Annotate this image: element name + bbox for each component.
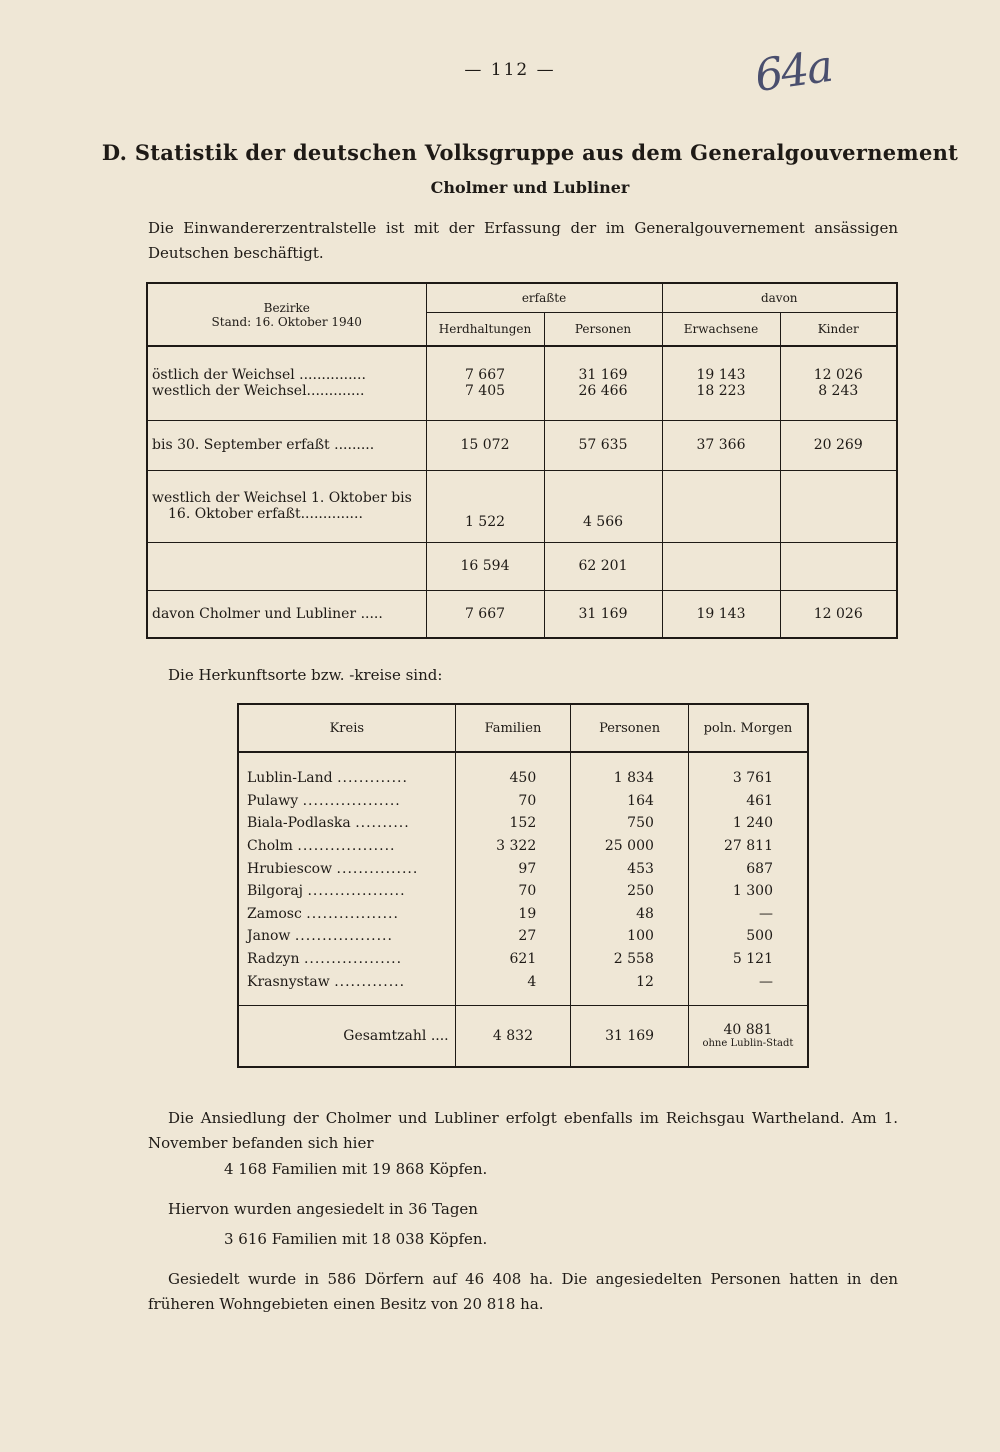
kreis-cell: [238, 752, 455, 790]
cell-personen: 100: [571, 925, 689, 948]
row-label: bis 30. September erfaßt .........: [147, 420, 426, 470]
cell-erwachsene: [662, 542, 780, 590]
cell-morgen: 500: [688, 925, 808, 948]
total-morgen: [688, 1005, 808, 1067]
paragraph-gesiedelt: Gesiedelt wurde in 586 Dörfern auf 46 408 ha. Die angesiedelten Personen hatten in den früheren Wohngebieten einen Besitz von 20 818 ha.: [148, 1270, 898, 1313]
kreis-cell: [238, 880, 455, 903]
erfassung-table: [146, 282, 898, 639]
cell-value: 7 667: [464, 367, 506, 384]
cell-morgen: 1 240: [688, 812, 808, 835]
kreis-cell: [238, 812, 455, 835]
kreis-cell: [238, 925, 455, 948]
paragraph-angesiedelt: Hiervon wurden angesiedelt in 36 Tagen: [168, 1200, 478, 1218]
cell-kinder: 12 026: [780, 590, 897, 638]
leader-dots: .................: [306, 905, 399, 922]
row-label: [147, 346, 426, 420]
table-header-row: [238, 704, 808, 752]
kreis-cell: [238, 970, 455, 1005]
row-label: davon Cholmer und Lubliner .....: [147, 590, 426, 638]
leader-dots: ..........: [355, 815, 410, 832]
total-familien: 4 832: [455, 1005, 571, 1067]
header-kinder: Kinder: [780, 312, 897, 346]
total-row: [238, 1005, 808, 1067]
leader-dots: ..................: [303, 951, 403, 968]
cell-erwachsene: [662, 346, 780, 420]
cell-familien: 4: [455, 970, 571, 1005]
table-row: [238, 790, 808, 813]
cell-morgen: 5 121: [688, 948, 808, 971]
row-label-line: westlich der Weichsel.............: [152, 383, 365, 400]
cell-familien: 97: [455, 857, 571, 880]
header-morgen: poln. Morgen: [688, 704, 808, 752]
cell-familien: 70: [455, 880, 571, 903]
cell-morgen: 27 811: [688, 835, 808, 858]
header-stand-label: Stand: 16. Oktober 1940: [211, 314, 362, 329]
cell-familien: 27: [455, 925, 571, 948]
page-number: — 112 —: [464, 60, 556, 80]
kreis-name: Lublin-Land: [247, 770, 333, 787]
leader-dots: ...............: [336, 860, 419, 877]
cell-personen: 48: [571, 903, 689, 926]
cell-morgen: 1 300: [688, 880, 808, 903]
table-row: [238, 857, 808, 880]
cell-value: 8 243: [818, 383, 859, 400]
cell-personen: 25 000: [571, 835, 689, 858]
table-row: [238, 835, 808, 858]
cell-familien: 3 322: [455, 835, 571, 858]
total-morgen-value: 40 881: [723, 1022, 773, 1039]
cell-erwachsene: [662, 470, 780, 542]
cell-personen: 62 201: [544, 542, 662, 590]
kreis-name: Pulawy: [247, 792, 299, 809]
cell-morgen: 687: [688, 857, 808, 880]
cell-personen: [544, 346, 662, 420]
leader-dots: .............: [334, 973, 406, 990]
cell-herd: [426, 346, 544, 420]
table-row: [147, 470, 897, 542]
kreis-name: Radzyn: [247, 951, 300, 968]
cell-personen: 453: [571, 857, 689, 880]
kreis-cell: [238, 790, 455, 813]
cell-value: 12 026: [813, 367, 863, 384]
table-header-row: [147, 283, 897, 312]
cell-kinder: [780, 346, 897, 420]
cell-personen: 2 558: [571, 948, 689, 971]
cell-familien: 70: [455, 790, 571, 813]
section-title: D. Statistik der deutschen Volksgruppe aus dem Generalgouvernement: [101, 140, 959, 165]
row-label-line: östlich der Weichsel ...............: [152, 367, 366, 384]
table-row: [238, 812, 808, 835]
herkunft-intro: Die Herkunftsorte bzw. -kreise sind:: [168, 666, 443, 684]
cell-value: 26 466: [578, 383, 628, 400]
cell-herd: 16 594: [426, 542, 544, 590]
cell-personen: 57 635: [544, 420, 662, 470]
cell-personen: 4 566: [544, 470, 662, 542]
header-personen: Personen: [571, 704, 689, 752]
row-label: [147, 542, 426, 590]
leader-dots: .............: [337, 770, 408, 787]
cell-kinder: [780, 470, 897, 542]
table-row: [147, 590, 897, 638]
row-label-line: westlich der Weichsel 1. Oktober bis: [152, 490, 412, 506]
header-personen: Personen: [544, 312, 662, 346]
paragraph-ansiedlung: Die Ansiedlung der Cholmer und Lubliner erfolgt ebenfalls im Reichsgau Wartheland. Am 1. November befanden sich hier: [148, 1109, 898, 1152]
header-kreis: Kreis: [238, 704, 455, 752]
header-erwachsene: Erwachsene: [662, 312, 780, 346]
kreis-name: Cholm: [247, 838, 293, 855]
kreis-name: Bilgoraj: [247, 883, 304, 900]
cell-personen: 31 169: [544, 590, 662, 638]
cell-personen: 250: [571, 880, 689, 903]
cell-morgen: —: [688, 903, 808, 926]
subtotal-row: [147, 542, 897, 590]
leader-dots: ..................: [294, 928, 393, 945]
header-herdhaltungen: Herdhaltungen: [426, 312, 544, 346]
row-label-line: 16. Oktober erfaßt..............: [168, 506, 363, 522]
total-label: Gesamtzahl ....: [238, 1005, 455, 1067]
cell-morgen: —: [688, 970, 808, 1005]
header-erfasste: erfaßte: [426, 283, 662, 312]
cell-familien: 19: [455, 903, 571, 926]
cell-familien: 621: [455, 948, 571, 971]
table-row: [238, 925, 808, 948]
cell-personen: 164: [571, 790, 689, 813]
cell-value: 7 405: [464, 383, 506, 400]
table-row: [147, 420, 897, 470]
cell-personen: 1 834: [571, 752, 689, 790]
cell-value: 31 169: [578, 367, 628, 384]
table-row: [147, 346, 897, 420]
kreis-name: Zamosc: [247, 905, 302, 922]
handwritten-note: 64a: [751, 40, 835, 103]
statistic-line: 4 168 Familien mit 19 868 Köpfen.: [224, 1160, 488, 1178]
table-row: [238, 948, 808, 971]
leader-dots: ..................: [307, 883, 406, 900]
header-bezirke: [147, 283, 426, 346]
header-bezirke-label: Bezirke: [263, 300, 310, 315]
cell-herd: 15 072: [426, 420, 544, 470]
kreis-cell: [238, 948, 455, 971]
kreis-cell: [238, 835, 455, 858]
kreis-name: Biala-Podlaska: [247, 815, 351, 832]
cell-personen: 12: [571, 970, 689, 1005]
header-davon: davon: [662, 283, 897, 312]
header-familien: Familien: [455, 704, 571, 752]
kreis-cell: [238, 903, 455, 926]
cell-erwachsene: 37 366: [662, 420, 780, 470]
total-morgen-note: ohne Lublin-Stadt: [702, 1038, 794, 1050]
cell-morgen: 461: [688, 790, 808, 813]
table-row: [238, 752, 808, 790]
cell-familien: 450: [455, 752, 571, 790]
intro-paragraph: Die Einwandererzentralstelle ist mit der Erfassung der im Generalgouvernement ansässigen Deutschen beschäftigt.: [148, 219, 898, 262]
total-personen: 31 169: [571, 1005, 689, 1067]
cell-value: 18 223: [696, 383, 746, 400]
cell-herd: 1 522: [426, 470, 544, 542]
kreis-name: Janow: [247, 928, 291, 945]
leader-dots: ..................: [297, 838, 396, 855]
cell-herd: 7 667: [426, 590, 544, 638]
herkunft-table: [237, 703, 809, 1068]
table-row: [238, 880, 808, 903]
cell-morgen: 3 761: [688, 752, 808, 790]
kreis-cell: [238, 857, 455, 880]
section-subtitle: Cholmer und Lubliner: [430, 178, 630, 197]
kreis-name: Hrubiescow: [247, 860, 333, 877]
table-row: [238, 970, 808, 1005]
cell-kinder: [780, 542, 897, 590]
cell-erwachsene: 19 143: [662, 590, 780, 638]
leader-dots: ..................: [302, 792, 401, 809]
statistic-line: 3 616 Familien mit 18 038 Köpfen.: [224, 1230, 488, 1248]
cell-kinder: 20 269: [780, 420, 897, 470]
table-row: [238, 903, 808, 926]
cell-personen: 750: [571, 812, 689, 835]
cell-value: 19 143: [696, 367, 746, 384]
row-label: [147, 470, 426, 542]
kreis-name: Krasnystaw: [247, 973, 330, 990]
cell-familien: 152: [455, 812, 571, 835]
